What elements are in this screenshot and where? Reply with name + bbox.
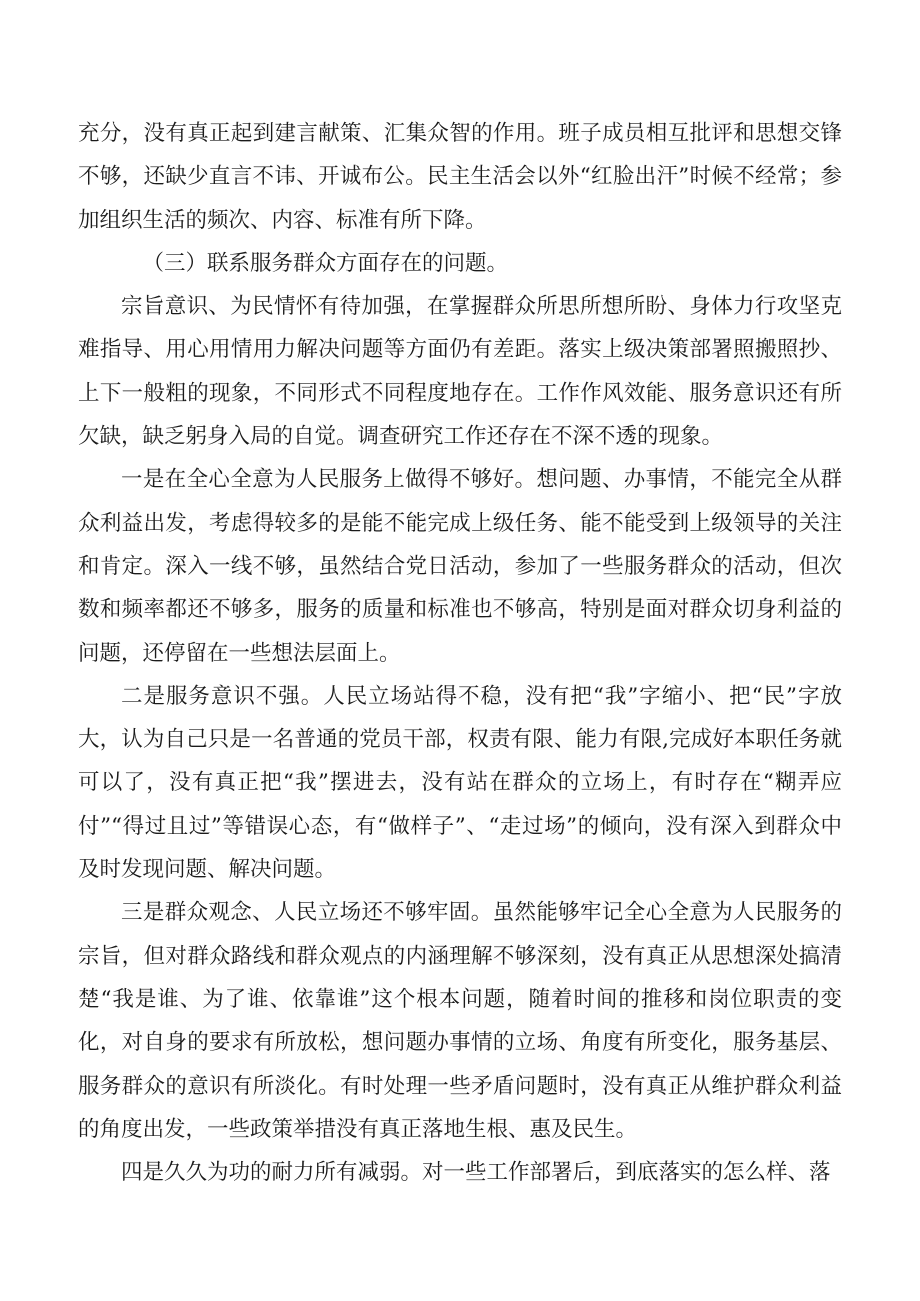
paragraph-summary: 宗旨意识、为民情怀有待加强，在掌握群众所思所想所盼、身体力行攻坚克难指导、用心用情用力解决问题等方面仍有差距。落实上级决策部署照搬照抄、上下一般粗的现象，不同形式不同程度地存在。工作作风效能、服务意识还有所欠缺，缺乏躬身入局的自觉。调查研究工作还存在不深不透的现象。: [78, 294, 842, 450]
paragraph-point-two: 二是服务意识不强。人民立场站得不稳，没有把“我”字缩小、把“民”字放大，认为自己只是一名普通的党员干部，权责有限、能力有限,完成好本职任务就可以了，没有真正把“我”摆进去，没有站在群众的立场上，有时存在“糊弄应付”“得过且过”等错误心态，有“做样子”、“走过场”的倾向，没有深入到群众中及时发现问题、解决问题。: [78, 683, 842, 883]
document-body: [78, 112, 842, 1194]
paragraph-continuation: 充分，没有真正起到建言献策、汇集众智的作用。班子成员相互批评和思想交锋不够，还缺少直言不讳、开诚布公。民主生活会以外“红脸出汗”时候不经常；参加组织生活的频次、内容、标准有所下降。: [78, 121, 842, 233]
paragraph-point-one: 一是在全心全意为人民服务上做得不够好。想问题、办事情，不能完全从群众利益出发，考虑得较多的是能不能完成上级任务、能不能受到上级领导的关注和肯定。深入一线不够，虽然结合党日活动，参加了一些服务群众的活动，但次数和频率都还不够多，服务的质量和标准也不够高，特别是面对群众切身利益的问题，还停留在一些想法层面上。: [78, 467, 842, 666]
paragraph-point-three: 三是群众观念、人民立场还不够牢固。虽然能够牢记全心全意为人民服务的宗旨，但对群众路线和群众观点的内涵理解不够深刻，没有真正从思想深处搞清楚“我是谁、为了谁、依靠谁”这个根本问题，随着时间的推移和岗位职责的变化，对自身的要求有所放松，想问题办事情的立场、角度有所变化，服务基层、服务群众的意识有所淡化。有时处理一些矛盾问题时，没有真正从维护群众利益的角度出发，一些政策举措没有真正落地生根、惠及民生。: [78, 900, 842, 1142]
section-heading: （三）联系服务群众方面存在的问题。: [142, 250, 509, 276]
paragraph-point-four: 四是久久为功的耐力所有减弱。对一些工作部署后，到底落实的怎么样、落: [121, 1160, 831, 1186]
